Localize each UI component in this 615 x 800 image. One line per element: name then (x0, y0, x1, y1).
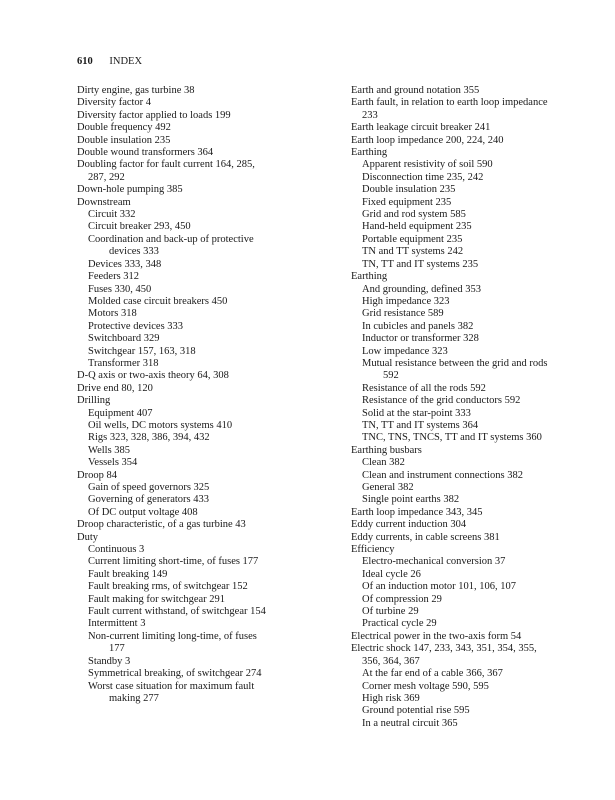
index-subentry: Equipment 407 (88, 407, 153, 419)
index-subentry: Resistance of all the rods 592 (362, 382, 486, 394)
index-subentry: Standby 3 (88, 655, 131, 667)
index-subentry: Non-current limiting long-time, of fuses (88, 630, 257, 642)
index-entry-continuation: 287, 292 (88, 171, 125, 183)
index-subentry: Clean 382 (362, 457, 405, 469)
index-entry: Earthing (351, 147, 388, 159)
index-subentry: Current limiting short-time, of fuses 177 (88, 556, 259, 568)
index-subentry: Mutual resistance between the grid and rods (362, 357, 548, 369)
index-subentry: Transformer 318 (88, 357, 159, 369)
index-subentry: TN, TT and IT systems 235 (362, 258, 479, 270)
index-subentry: Switchgear 157, 163, 318 (88, 345, 196, 357)
index-subentry: Motors 318 (88, 308, 137, 320)
index-entry: Earthing busbars (351, 444, 422, 456)
index-subentry: Apparent resistivity of soil 590 (362, 159, 493, 171)
index-subentry: Vessels 354 (88, 457, 138, 469)
index-entry: Earthing (351, 271, 388, 283)
index-subentry: Fault breaking rms, of switchgear 152 (88, 581, 248, 593)
index-subentry: Fault breaking 149 (88, 568, 168, 580)
page-number: 610 (77, 56, 93, 67)
index-subentry: In cubicles and panels 382 (362, 320, 474, 332)
index-subentry: TN and TT systems 242 (362, 246, 464, 258)
index-subentry: In a neutral circuit 365 (362, 717, 458, 729)
index-subentry: Solid at the star-point 333 (362, 407, 471, 419)
index-subentry: Resistance of the grid conductors 592 (362, 395, 521, 407)
index-subentry: Of DC output voltage 408 (88, 506, 198, 518)
index-entry: Double frequency 492 (77, 122, 171, 134)
index-entry: Downstream (77, 196, 131, 208)
index-entry: Doubling factor for fault current 164, 285, (77, 159, 255, 171)
index-subentry: High impedance 323 (362, 295, 450, 307)
index-entry: Eddy currents, in cable screens 381 (351, 531, 500, 543)
index-entry: Electrical power in the two-axis form 54 (351, 630, 522, 642)
index-subentry: Grid resistance 589 (362, 308, 444, 320)
running-title: INDEX (109, 56, 143, 67)
index-subentry: Worst case situation for maximum fault (88, 680, 255, 692)
index-entry: Double insulation 235 (77, 134, 171, 146)
index-entry-continuation: 356, 364, 367 (362, 655, 420, 667)
index-entry: Drive end 80, 120 (77, 382, 153, 394)
index-subentry: Circuit 332 (88, 209, 136, 221)
index-entry: Dirty engine, gas turbine 38 (77, 85, 195, 96)
index-entry: Efficiency (351, 544, 395, 556)
index-subentry: Circuit breaker 293, 450 (88, 221, 191, 233)
index-subentry: Rigs 323, 328, 386, 394, 432 (88, 432, 210, 444)
index-entry: Double wound transformers 364 (77, 147, 214, 159)
index-subentry: Practical cycle 29 (362, 618, 437, 630)
index-entry: Earth loop impedance 343, 345 (351, 506, 483, 518)
index-entry-continuation: 233 (362, 109, 378, 121)
index-entry: Drilling (77, 395, 111, 407)
index-entry: Duty (77, 531, 98, 543)
index-subentry: Switchboard 329 (88, 333, 160, 345)
index-subentry: Feeders 312 (88, 271, 140, 283)
index-subentry: General 382 (362, 482, 414, 493)
index-entry-continuation: 592 (383, 370, 399, 382)
index-subentry: And grounding, defined 353 (362, 283, 481, 295)
index-subentry: Of compression 29 (362, 593, 442, 605)
index-subentry: Ground potential rise 595 (362, 705, 470, 717)
index-subentry: Single point earths 382 (362, 494, 460, 506)
index-subentry: Clean and instrument connections 382 (362, 469, 523, 481)
index-subentry: Intermittent 3 (88, 618, 146, 630)
index-subentry: Fault making for switchgear 291 (88, 593, 226, 605)
index-subentry: Grid and rod system 585 (362, 209, 466, 221)
index-subentry: Coordination and back-up of protective (88, 233, 254, 245)
index-subentry: Electro-mechanical conversion 37 (362, 556, 506, 568)
index-entry: Diversity factor 4 (77, 97, 152, 109)
index-entry: Earth fault, in relation to earth loop impedance (351, 97, 548, 109)
index-subentry: Of turbine 29 (362, 606, 419, 618)
index-subentry: High risk 369 (362, 692, 420, 704)
index-subentry: Hand-held equipment 235 (362, 221, 472, 233)
index-entry: Earth and ground notation 355 (351, 85, 480, 96)
index-entry: Down-hole pumping 385 (77, 184, 183, 196)
index-subentry: At the far end of a cable 366, 367 (362, 668, 503, 680)
index-entry: Earth loop impedance 200, 224, 240 (351, 134, 504, 146)
index-entry: Diversity factor applied to loads 199 (77, 109, 231, 121)
index-subentry: Fault current withstand, of switchgear 154 (88, 606, 266, 618)
index-entry: Earth leakage circuit breaker 241 (351, 122, 491, 134)
index-entry: Eddy current induction 304 (351, 519, 467, 531)
index-entry-continuation: making 277 (109, 692, 159, 704)
index-subentry: Gain of speed governors 325 (88, 482, 210, 493)
index-subentry: Of an induction motor 101, 106, 107 (362, 581, 516, 593)
page-header (77, 56, 142, 68)
index-column-left (77, 85, 339, 705)
index-entry: Droop characteristic, of a gas turbine 43 (77, 519, 246, 531)
index-subentry: TN, TT and IT systems 364 (362, 419, 479, 431)
index-subentry: TNC, TNS, TNCS, TT and IT systems 360 (362, 432, 542, 444)
index-subentry: Low impedance 323 (362, 345, 448, 357)
index-subentry: Corner mesh voltage 590, 595 (362, 680, 489, 692)
index-subentry: Oil wells, DC motors systems 410 (88, 419, 233, 431)
index-subentry: Inductor or transformer 328 (362, 333, 479, 345)
index-subentry: Portable equipment 235 (362, 233, 463, 245)
index-subentry: Ideal cycle 26 (362, 568, 421, 580)
index-entry-continuation: devices 333 (109, 246, 159, 258)
index-entry: Electric shock 147, 233, 343, 351, 354, 355, (351, 643, 537, 655)
index-entry: Droop 84 (77, 469, 117, 481)
index-subentry: Devices 333, 348 (88, 258, 162, 270)
index-subentry: Fuses 330, 450 (88, 283, 152, 295)
index-subentry: Continuous 3 (88, 544, 145, 556)
index-subentry: Protective devices 333 (88, 320, 184, 332)
index-subentry: Wells 385 (88, 444, 131, 456)
index-subentry: Disconnection time 235, 242 (362, 171, 484, 183)
index-subentry: Symmetrical breaking, of switchgear 274 (88, 668, 262, 680)
index-subentry: Molded case circuit breakers 450 (88, 295, 228, 307)
index-subentry: Governing of generators 433 (88, 494, 210, 506)
index-subentry: Double insulation 235 (362, 184, 456, 196)
index-column-right (351, 85, 601, 730)
index-subentry: Fixed equipment 235 (362, 196, 452, 208)
index-entry: D-Q axis or two-axis theory 64, 308 (77, 370, 229, 382)
index-entry-continuation: 177 (109, 643, 125, 655)
